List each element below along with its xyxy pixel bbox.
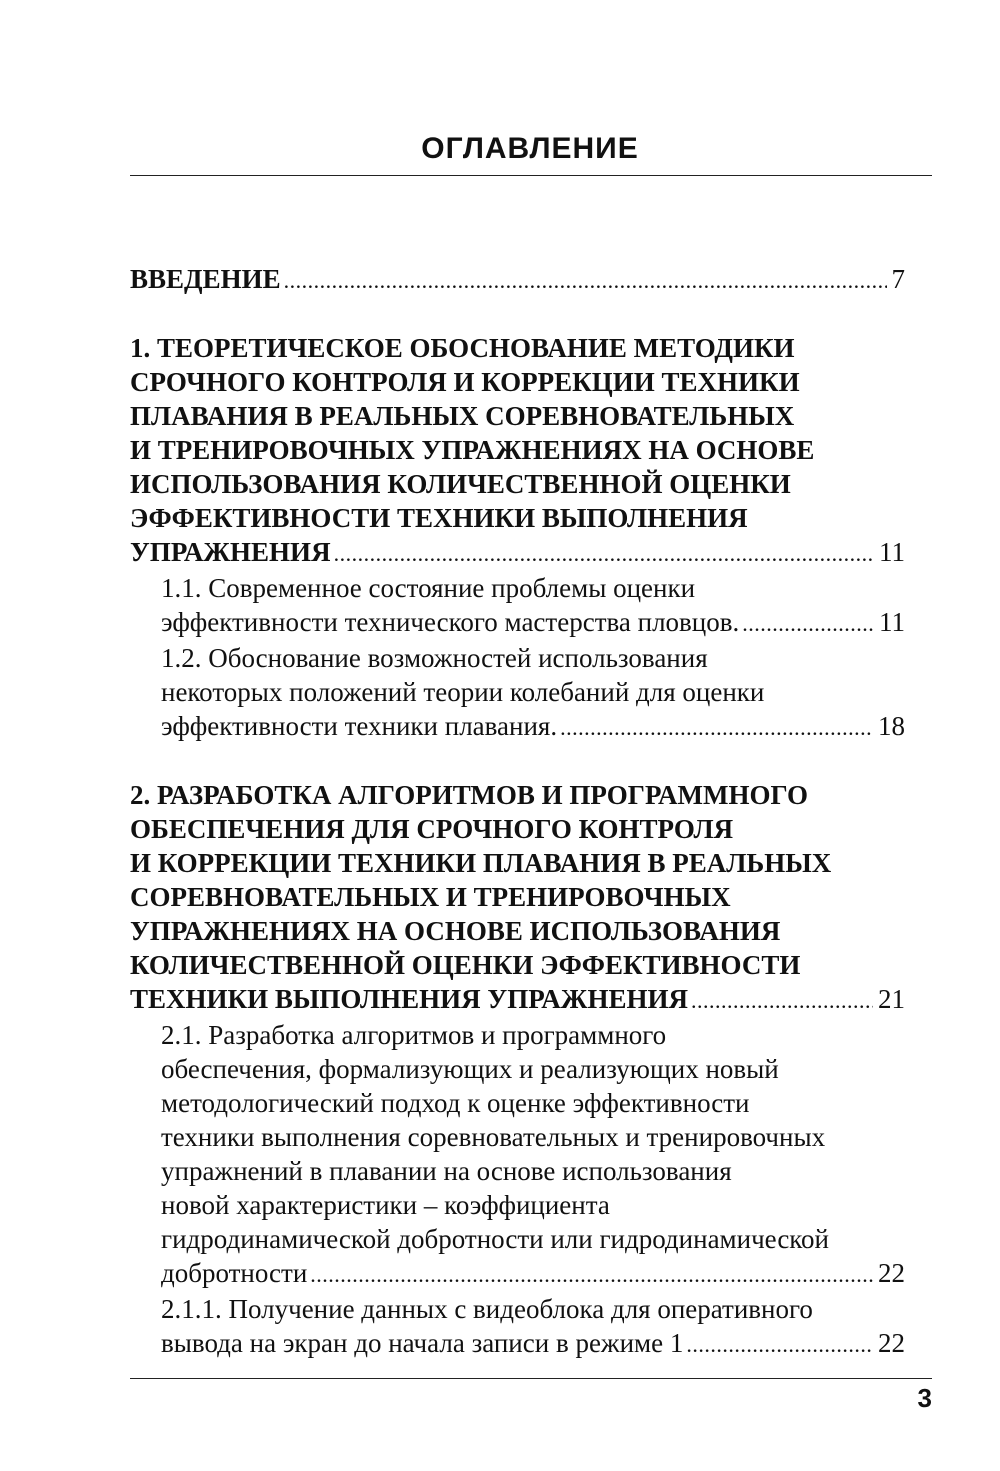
toc-page-number: 22 [878,1258,905,1288]
toc-entry-text: ТЕХНИКИ ВЫПОЛНЕНИЯ УПРАЖНЕНИЯ [130,984,688,1014]
toc-page-number: 18 [878,711,905,741]
toc-entry-text: методологический подход к оценке эффективности [161,1088,750,1118]
toc-entry-text: ВВЕДЕНИЕ [130,264,281,294]
leader-dots [560,711,873,745]
toc-entry-text: 1. ТЕОРЕТИЧЕСКОЕ ОБОСНОВАНИЕ МЕТОДИКИ [130,333,795,363]
toc-entry-text: ПЛАВАНИЯ В РЕАЛЬНЫХ СОРЕВНОВАТЕЛЬНЫХ [130,401,795,431]
toc-page-number: 11 [879,607,905,637]
toc-entry-text: И КОРРЕКЦИИ ТЕХНИКИ ПЛАВАНИЯ В РЕАЛЬНЫХ [130,848,832,878]
toc-entry-last-line [161,709,905,745]
toc-entry-text: 2. РАЗРАБОТКА АЛГОРИТМОВ И ПРОГРАММНОГО [130,780,808,810]
toc-entry-text: 2.1. Разработка алгоритмов и программного [161,1020,667,1050]
toc-page-number: 11 [879,537,905,567]
toc-entry-2-1[interactable] [130,1018,905,1292]
toc-entry-text: КОЛИЧЕСТВЕННОЙ ОЦЕНКИ ЭФФЕКТИВНОСТИ [130,950,801,980]
footer-rule [130,1378,932,1379]
page-title: ОГЛАВЛЕНИЕ [421,132,639,165]
header-rule [130,175,932,176]
leader-dots [284,264,887,298]
toc-entry-text: УПРАЖНЕНИЯХ НА ОСНОВЕ ИСПОЛЬЗОВАНИЯ [130,916,781,946]
toc-entry-1-1[interactable] [130,571,905,641]
toc-entry-1-2[interactable] [130,641,905,745]
leader-dots [686,1328,873,1362]
toc-entry-last-line [130,535,905,571]
toc-entry-text: ИСПОЛЬЗОВАНИЯ КОЛИЧЕСТВЕННОЙ ОЦЕНКИ [130,469,791,499]
toc-entry-text: УПРАЖНЕНИЯ [130,537,331,567]
leader-dots [310,1258,873,1292]
toc-entry-text: вывода на экран до начала записи в режиме 1 [161,1328,684,1358]
table-of-contents [130,262,905,1362]
toc-entry-text: 2.1.1. Получение данных с видеоблока для оперативного [161,1294,813,1324]
toc-entry-text: упражнений в плавании на основе использования [161,1156,732,1186]
toc-page-number: 21 [878,984,905,1014]
toc-entry-last-line [161,1326,905,1362]
toc-entry-text: И ТРЕНИРОВОЧНЫХ УПРАЖНЕНИЯХ НА ОСНОВЕ [130,435,815,465]
toc-entry-text: некоторых положений теории колебаний для оценки [161,677,765,707]
toc-entry-text: ОБЕСПЕЧЕНИЯ ДЛЯ СРОЧНОГО КОНТРОЛЯ [130,814,734,844]
toc-entry-text: обеспечения, формализующих и реализующих новый [161,1054,779,1084]
toc-entry-last-line [130,982,905,1018]
toc-entry-text: СОРЕВНОВАТЕЛЬНЫХ И ТРЕНИРОВОЧНЫХ [130,882,731,912]
toc-entry-text: техники выполнения соревновательных и тренировочных [161,1122,826,1152]
toc-entry-last-line [130,262,905,298]
toc-entry-text: 1.1. Современное состояние проблемы оценки [161,573,696,603]
toc-entry-text: 1.2. Обоснование возможностей использования [161,643,708,673]
toc-entry-last-line [161,605,905,641]
toc-entry-text: гидродинамической добротности или гидродинамической [161,1224,829,1254]
toc-entry-2-1-1[interactable] [130,1292,905,1362]
toc-entry-introduction[interactable] [130,262,905,298]
toc-entry-chapter-2[interactable] [130,778,905,1018]
toc-entry-chapter-1[interactable] [130,331,905,571]
toc-entry-text: эффективности техники плавания. [161,711,558,741]
leader-dots [691,984,873,1018]
toc-entry-text: новой характеристики – коэффициента [161,1190,610,1220]
toc-page-number: 7 [891,264,905,294]
leader-dots [334,537,874,571]
toc-entry-text: СРОЧНОГО КОНТРОЛЯ И КОРРЕКЦИИ ТЕХНИКИ [130,367,800,397]
leader-dots [742,607,874,641]
toc-entry-text: ЭФФЕКТИВНОСТИ ТЕХНИКИ ВЫПОЛНЕНИЯ [130,503,748,533]
toc-page-number: 22 [878,1328,905,1358]
toc-entry-text: эффективности технического мастерства пловцов. [161,607,740,637]
toc-entry-last-line [161,1256,905,1292]
page-number: 3 [917,1383,932,1413]
toc-entry-text: добротности [161,1258,308,1288]
